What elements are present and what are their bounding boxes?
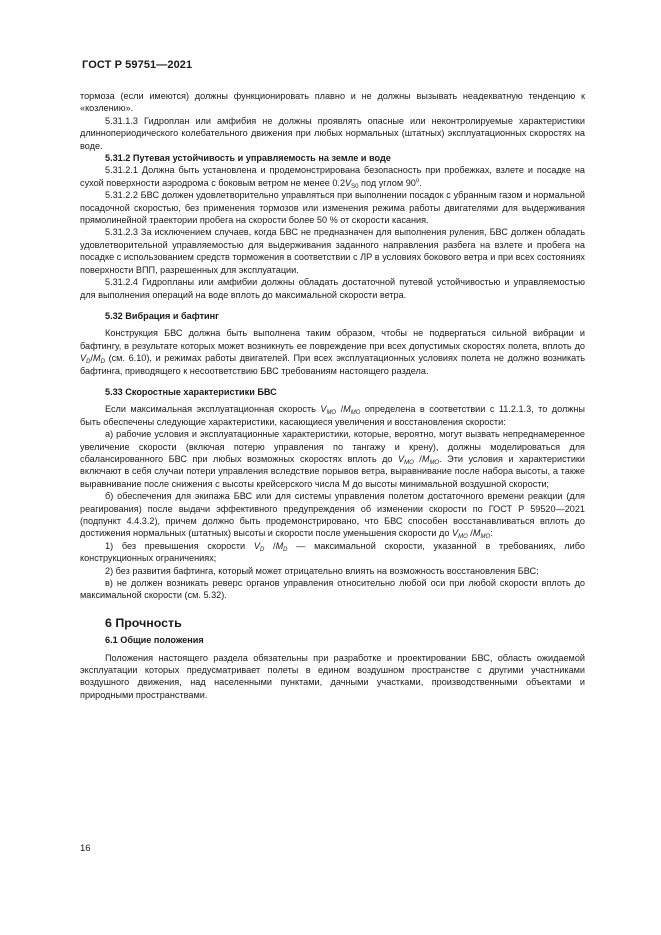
paragraph-5-31-1-3: 5.31.1.3 Гидроплан или амфибия не должны проявлять опасные или неконтролируемые характеристики длиннопериодического колебательного движения при любых нормальных (штатных) эксплуатационных скоростях на воде. xyxy=(80,115,585,151)
heading-5-33: 5.33 Скоростные характеристики БВС xyxy=(105,386,277,397)
heading-section-6: 6 Прочность xyxy=(105,615,182,630)
heading-6-1: 6.1 Общие положения xyxy=(105,635,204,646)
paragraph-vibration: Конструкция БВС должна быть выполнена таким образом, чтобы не подвергаться сильной вибрации и бафтингу, в результате которых может возникнуть ее повреждение при всех допустимых скоростях полета, вплоть до $V_D/M_D$ (см. 6.10), и режимах работы двигателей. При всех эксплуатационных условиях полета не должно возникать бафтинга, приводящего к несоответствию БВС требованиям настоящего раздела. xyxy=(80,328,585,376)
list-subitem-2: 2) без развития бафтинга, который может отрицательно влиять на возможность восстановления БВС; xyxy=(105,565,539,576)
heading-5-32: 5.32 Вибрация и бафтинг xyxy=(105,310,219,321)
heading-5-31-2: 5.31.2 Путевая устойчивость и управляемость на земле и воде xyxy=(105,153,391,164)
document-body xyxy=(80,90,585,701)
paragraph-6-1: Положения настоящего раздела обязательны при разработке и проектировании БВС, область ожидаемой эксплуатации которых предусматривает полеты в едином воздушном пространстве с другими участниками воздушного движения, над населенными пунктами, дачными участками, производственными объектами и природными пространствами. xyxy=(80,652,585,700)
paragraph-5-31-2-1: 5.31.2.1 Должна быть установлена и продемонстрирована безопасность при пробежках, взлете и посадке на сухой поверхности аэродрома с боковым ветром не менее $0.2V_{S0}$ под углом $90^о$. xyxy=(80,165,585,190)
list-subitem-1: 1) без превышения скорости $V_D$ $/M_D$ — максимальной скорости, указанной в требованиях, либо конструкционных ограничениях; xyxy=(80,540,585,564)
list-item-a: а) рабочие условия и эксплуатационные характеристики, которые, вероятно, могут вызвать непреднамеренное увеличение скорости (включая потерю управления по тангажу и крену), должны моделироваться для сбалансированного БВС при любых возможных скоростях вплоть до $V_{MO}$ $/M_{MO}$. Эти условия и характеристики включают в себя случаи потери управления вследствие порывов ветра, выравнивание после набора высоты, а также выравнивание после снижения с высоты крейсерского числа М до высоты минимальной воздушной скорости; xyxy=(80,429,586,489)
paragraph: тормоза (если имеются) должны функционировать плавно и не должны вызывать неадекватную тенденцию к «козлению». xyxy=(80,91,585,114)
paragraph-5-31-2-3: 5.31.2.3 За исключением случаев, когда БВС не предназначен для выполнения руления, БВС должен обладать удовлетворительной управляемостью для выдерживания заданного направления разбега на взлете и пробега на посадке с использованием средств торможения в соответствии с ЛР в условиях бокового ветра и при всех состояниях поверхности ВПП, разрешенных для эксплуатации. xyxy=(80,227,585,275)
paragraph-5-31-2-4: 5.31.2.4 Гидропланы или амфибии должны обладать достаточной путевой устойчивостью и управляемостью для выполнения операций на воде вплоть до максимальной скорости ветра. xyxy=(80,277,585,300)
paragraph-5-31-2-2: 5.31.2.2 БВС должен удовлетворительно управляться при выполнении посадок с убранным газом и нормальной посадочной скоростью, без применения тормозов или изменения режима работы двигателями для выдерживания прямолинейной траектории пробега на скорости более 50 % от скорости касания. xyxy=(80,190,585,226)
page-number: 16 xyxy=(80,843,91,854)
list-item-v: в) не должен возникать реверс органов управления относительно любой оси при любой скорости вплоть до максимальной скорости (см. 5.32). xyxy=(80,578,585,601)
paragraph-speed-intro: Если максимальная эксплуатационная скорость $V_{MO}$ $/M_{MO}$ определена в соответствии с 11.2.1.3, то должны быть обеспечены следующие характеристики, касающиеся увеличения и восстановления скорости: xyxy=(80,404,585,427)
list-item-b: б) обеспечения для экипажа БВС или для системы управления полетом достаточного времени реакции (для реагирования) после выдачи эффективного предупреждения об изменении скорости по ГОСТ Р 59520—2021 (подпункт 4.4.3.2), причем должно быть продемонстрировано, что БВС способен восстанавливаться вплоть до достижения нормальных (штатных) высоты и скорости после уменьшения скорости до $V_{MO}$ $/M_{MO}$: xyxy=(80,491,585,541)
page-header-standard-id: ГОСТ Р 59751—2021 xyxy=(82,59,193,71)
